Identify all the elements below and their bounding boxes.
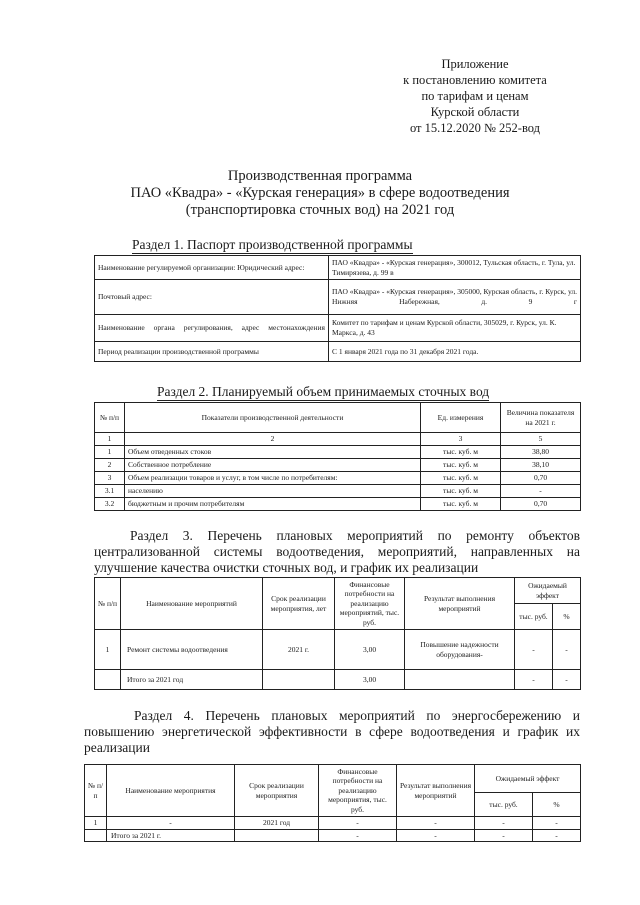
col-effect-rub-header: тыс. руб. [515, 604, 553, 630]
row-effect-pct: - [553, 630, 581, 670]
total-effect-pct: - [553, 670, 581, 690]
col-effect-rub-header: тыс. руб. [475, 793, 533, 817]
passport-label: Наименование регулируемой организации: Юридический адрес: [95, 256, 329, 280]
col-name-header: Наименование мероприятий [121, 578, 263, 630]
row-value: 38,80 [501, 446, 581, 459]
approval-line: от 15.12.2020 № 252-вод [409, 121, 541, 135]
row-num: 1 [85, 817, 107, 830]
table-total-row [95, 670, 581, 690]
col-effect-header: Ожидаемый эффект [475, 765, 581, 793]
approval-line: Курской области [430, 105, 520, 119]
col-num-header: № п/п [95, 578, 121, 630]
row-value: 0,70 [501, 498, 581, 511]
table-row [85, 817, 581, 830]
passport-value: ПАО «Квадра» - «Курская генерация», 305000, Курская область, г. Курск, ул. Нижняя Набережная, д. 9 г [329, 280, 581, 315]
table-row [95, 315, 581, 342]
row-effect-rub: - [475, 817, 533, 830]
row-name: - [107, 817, 235, 830]
section4-title: Раздел 4. Перечень плановых мероприятий по энергосбережению и повышению энергетической эффективности в сфере водоотведения и график их реализации [84, 708, 580, 755]
passport-value: ПАО «Квадра» - «Курская генерация», 300012, Тульская область, г. Тула, ул. Тимирязева, д. 99 в [329, 256, 581, 280]
col-name-header: Показатели производственной деятельности [125, 403, 421, 433]
table-header-row [85, 765, 581, 793]
energy-measures-table [84, 764, 581, 842]
total-effect-rub: - [475, 829, 533, 842]
program-title-line: Производственная программа [227, 168, 413, 184]
total-result: - [397, 829, 475, 842]
col-finance-header: Финансовые потребности на реализацию мероприятий, тыс. руб. [335, 578, 405, 630]
col-effect-header: Ожидаемый эффект [515, 578, 581, 604]
row-result: Повышение надежности оборудования- [405, 630, 515, 670]
col-result-header: Результат выполнения мероприятий [405, 578, 515, 630]
numbering-cell: 2 [125, 433, 421, 446]
program-title-line: ПАО «Квадра» - «Курская генерация» в сфере водоотведения [130, 185, 510, 201]
program-title [90, 168, 550, 219]
total-effect-pct: - [533, 829, 581, 842]
table-header-row [95, 578, 581, 604]
row-term: 2021 г. [263, 630, 335, 670]
row-name: Объем отведенных стоков [125, 446, 421, 459]
passport-label: Наименование органа регулирования, адрес местонахождения [95, 315, 329, 342]
table-row [95, 446, 581, 459]
numbering-cell: 5 [501, 433, 581, 446]
row-name: населению [125, 485, 421, 498]
row-effect-rub: - [515, 630, 553, 670]
table-row [95, 342, 581, 362]
row-unit: тыс. куб. м [421, 472, 501, 485]
total-effect-rub: - [515, 670, 553, 690]
passport-value: С 1 января 2021 года по 31 декабря 2021 года. [329, 342, 581, 362]
total-label: Итого за 2021 год [121, 670, 263, 690]
row-unit: тыс. куб. м [421, 459, 501, 472]
col-result-header: Результат выполнения мероприятий [397, 765, 475, 817]
row-unit: тыс. куб. м [421, 446, 501, 459]
row-unit: тыс. куб. м [421, 498, 501, 511]
table-row [95, 630, 581, 670]
row-num: 1 [95, 446, 125, 459]
table-row [95, 459, 581, 472]
col-term-header: Срок реализации мероприятия [235, 765, 319, 817]
row-unit: тыс. куб. м [421, 485, 501, 498]
table-numbering-row [95, 433, 581, 446]
row-effect-pct: - [533, 817, 581, 830]
table-row [95, 498, 581, 511]
passport-label: Период реализации производственной программы [95, 342, 329, 362]
table-row [95, 485, 581, 498]
row-num: 3 [95, 472, 125, 485]
table-header-row [95, 403, 581, 433]
col-effect-pct-header: % [533, 793, 581, 817]
row-term: 2021 год [235, 817, 319, 830]
approval-line: Приложение [441, 57, 509, 71]
passport-label: Почтовый адрес: [95, 280, 329, 315]
row-num: 3.2 [95, 498, 125, 511]
volume-table [94, 402, 581, 511]
numbering-cell: 3 [421, 433, 501, 446]
section1-title: Раздел 1. Паспорт производственной программы [132, 237, 413, 252]
total-finance: 3,00 [335, 670, 405, 690]
col-unit-header: Ед. измерения [421, 403, 501, 433]
row-num: 2 [95, 459, 125, 472]
row-name: Собственное потребление [125, 459, 421, 472]
row-value: 38,10 [501, 459, 581, 472]
passport-value: Комитет по тарифам и ценам Курской области, 305029, г. Курск, ул. К. Маркса, д. 43 [329, 315, 581, 342]
col-num-header: № п/п [95, 403, 125, 433]
table-row [95, 280, 581, 315]
approval-line: по тарифам и ценам [421, 89, 529, 103]
row-name: Ремонт системы водоотведения [121, 630, 263, 670]
col-term-header: Срок реализации мероприятия, лет [263, 578, 335, 630]
total-finance: - [319, 829, 397, 842]
approval-line: к постановлению комитета [403, 73, 547, 87]
col-finance-header: Финансовые потребности на реализацию мероприятия, тыс. руб. [319, 765, 397, 817]
row-result: - [397, 817, 475, 830]
row-value: - [501, 485, 581, 498]
col-name-header: Наименование мероприятия [107, 765, 235, 817]
numbering-cell: 1 [95, 433, 125, 446]
row-name: Объем реализации товаров и услуг, в том числе по потребителям: [125, 472, 421, 485]
row-num: 1 [95, 630, 121, 670]
row-value: 0,70 [501, 472, 581, 485]
col-effect-pct-header: % [553, 604, 581, 630]
passport-table [94, 255, 581, 362]
repair-measures-table [94, 577, 581, 690]
table-row [95, 472, 581, 485]
table-total-row [85, 829, 581, 842]
row-finance: 3,00 [335, 630, 405, 670]
table-row [95, 256, 581, 280]
col-num-header: № п/п [85, 765, 107, 817]
col-value-header: Величина показателя на 2021 г. [501, 403, 581, 433]
row-num: 3.1 [95, 485, 125, 498]
section3-title: Раздел 3. Перечень плановых мероприятий по ремонту объектов централизованной системы водоотведения, мероприятий, направленных на улучшение качества очистки сточных вод, и график их реализации [94, 528, 580, 575]
row-finance: - [319, 817, 397, 830]
program-title-line: (транспортировка сточных вод) на 2021 год [185, 202, 455, 218]
total-label: Итого за 2021 г. [107, 829, 235, 842]
section2-title: Раздел 2. Планируемый объем принимаемых сточных вод [157, 384, 490, 399]
approval-block [360, 56, 590, 136]
row-name: бюджетным и прочим потребителям [125, 498, 421, 511]
